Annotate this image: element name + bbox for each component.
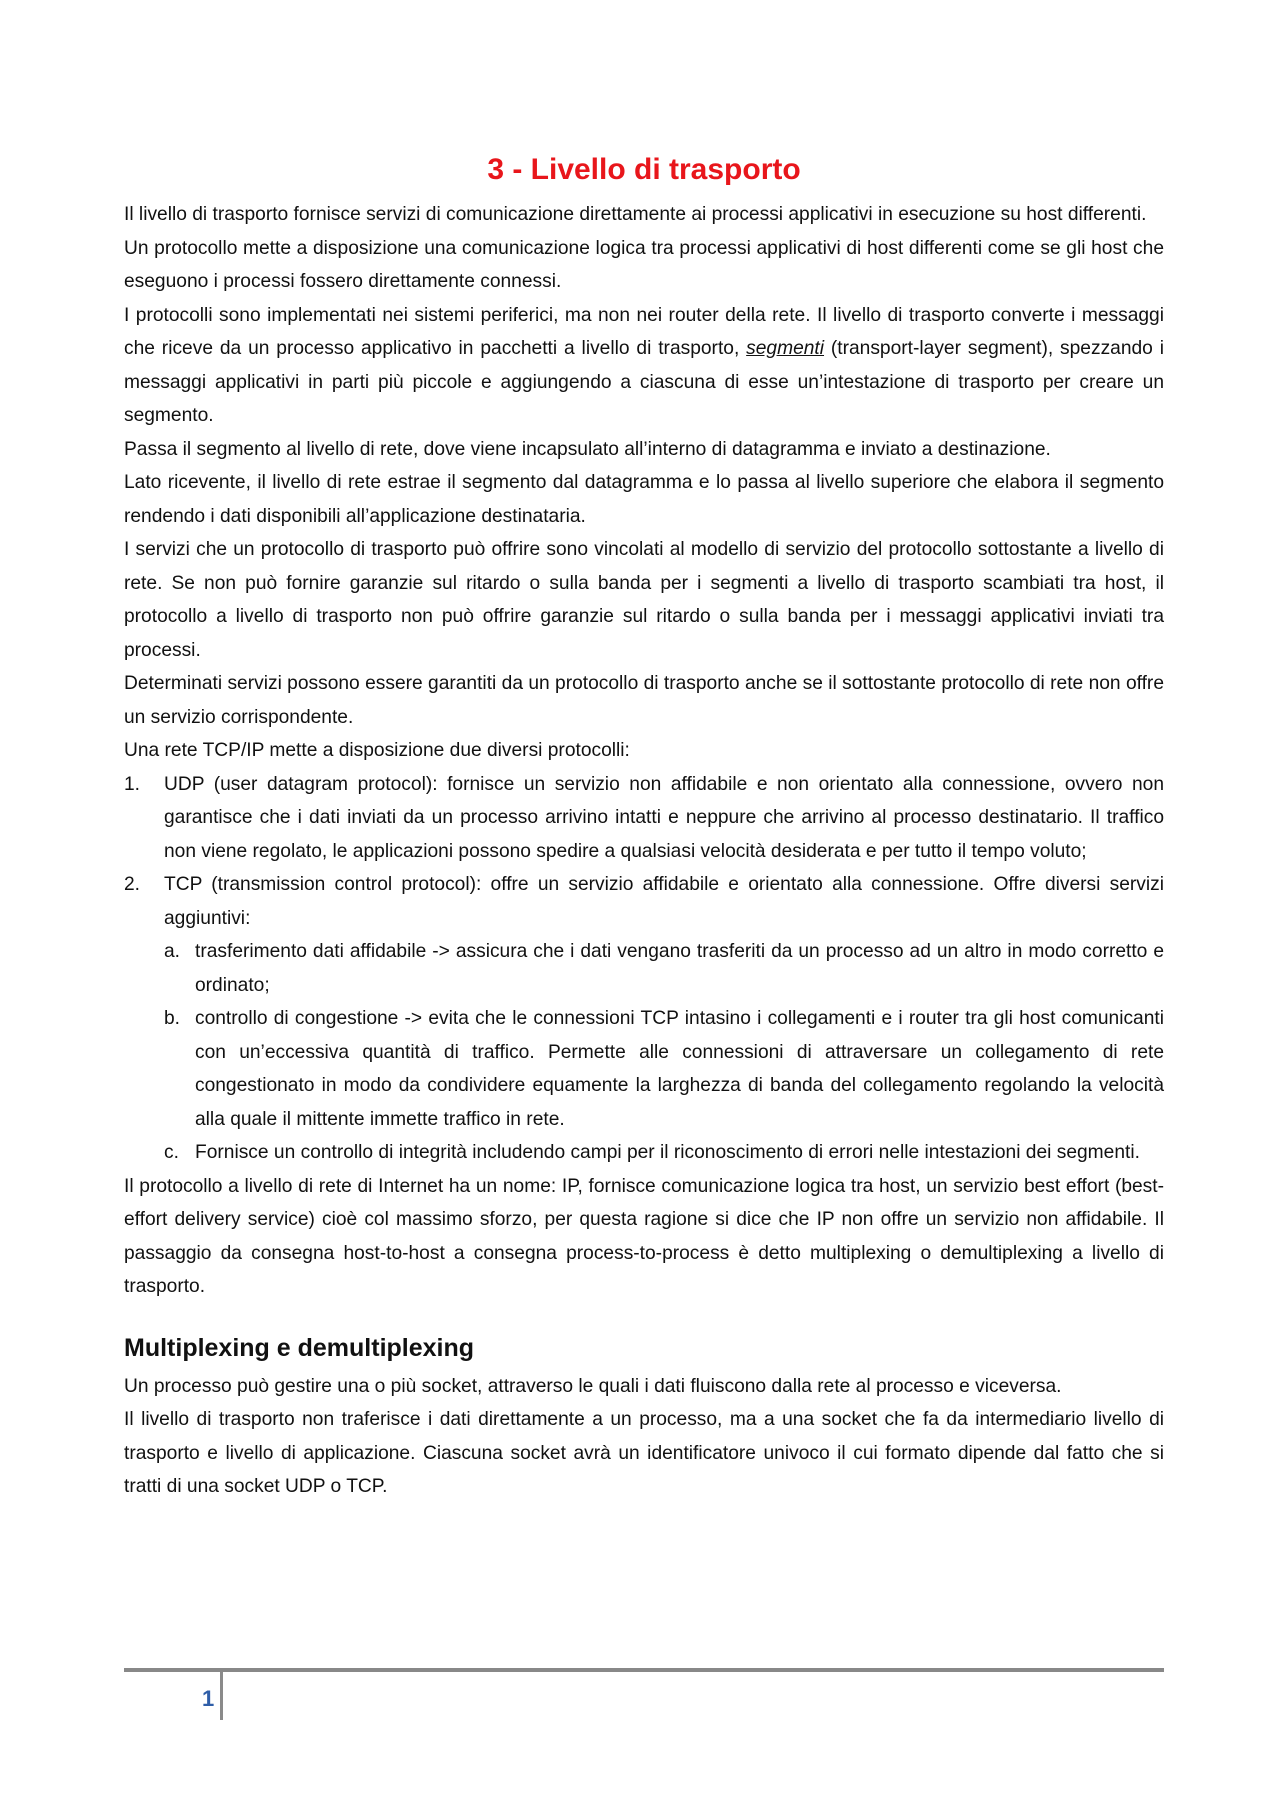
paragraph-text: (transport-layer segment), spezzando i messaggi applicativi in parti più piccole e aggiungendo a ciascuna di esse un’intestazione di trasporto per creare un segmento. <box>124 338 1164 426</box>
paragraph: Il livello di trasporto non traferisce i dati direttamente a un processo, ma a una socket che fa da intermediario livello di trasporto e livello di applicazione. Ciascuna socket avrà un identificatore univoco il cui formato dipende dal fatto che si tratti di una socket UDP o TCP. <box>124 1409 1164 1497</box>
page-title: 3 - Livello di trasporto <box>487 153 801 186</box>
list-marker: 1. <box>124 773 141 795</box>
paragraph: Il livello di trasporto fornisce servizi di comunicazione direttamente ai processi applicativi in esecuzione su host differenti. <box>124 204 1147 225</box>
paragraph-segments <box>124 299 1164 433</box>
list-item <box>124 768 1164 869</box>
tcp-services-list <box>164 935 1164 1170</box>
list-item <box>124 868 1164 1170</box>
footer-rule <box>124 1668 1164 1672</box>
sublist-item-text: trasferimento dati affidabile -> assicura che i dati vengano trasferiti da un processo ad un altro in modo corretto e ordinato; <box>195 941 1164 996</box>
term-segmenti: segmenti <box>746 338 825 359</box>
section-heading: Multiplexing e demultiplexing <box>124 1333 475 1362</box>
paragraph: Il protocollo a livello di rete di Internet ha un nome: IP, fornisce comunicazione logica tra host, un servizio best effort (best-effort delivery service) cioè col massimo sforzo, per questa ragione si dice che IP non offre un servizio non affidabile. Il passaggio da consegna host-to-host a consegna process-to-process è detto multiplexing o demultiplexing a livello di trasporto. <box>124 1175 1164 1297</box>
sublist-item <box>164 935 1164 1002</box>
list-item-text: UDP (user datagram protocol): fornisce un servizio non affidabile e non orientato alla connessione, ovvero non garantisce che i dati inviati da un processo arrivino intatti e neppure che arrivino al processo destinatario. Il traffico non viene regolato, le applicazioni possono spedire a qualsiasi velocità desiderata e per tutto il tempo voluto; <box>164 773 1164 862</box>
sublist-item <box>164 1002 1164 1136</box>
page-footer <box>124 1668 1164 1711</box>
sublist-marker: a. <box>164 941 181 962</box>
protocol-list <box>124 768 1164 1170</box>
sublist-item <box>164 1136 1164 1170</box>
list-marker: 2. <box>124 874 141 895</box>
paragraph: I servizi che un protocollo di trasporto può offrire sono vincolati al modello di servizio del protocollo sottostante a livello di rete. Se non può fornire garanzie sul ritardo o sulla banda per i segmenti a livello di trasporto scambiati tra host, il protocollo a livello di trasporto non può offrire garanzie sul ritardo o sulla banda per i messaggi applicativi inviati tra processi. <box>124 539 1164 661</box>
paragraph: Un processo può gestire una o più socket, attraverso le quali i dati fluiscono dalla rete al processo e viceversa. <box>124 1375 1062 1397</box>
sublist-item-text: Fornisce un controllo di integrità includendo campi per il riconoscimento di errori nelle intestazioni dei segmenti. <box>195 1142 1140 1163</box>
paragraph: Passa il segmento al livello di rete, dove viene incapsulato all’interno di datagramma e inviato a destinazione. <box>124 438 1051 460</box>
sublist-item-text: controllo di congestione -> evita che le connessioni TCP intasino i collegamenti e i router tra gli host comunicanti con un’eccessiva quantità di traffico. Permette alle connessioni di attraversare un collegamento di rete congestionato in modo da condividere equamente la larghezza di banda del collegamento regolando la velocità alla quale il mittente immette traffico in rete. <box>195 1008 1164 1130</box>
paragraph-text: I protocolli sono implementati nei sistemi periferici, ma non nei router della rete. Il livello di trasporto converte i messaggi che riceve da un processo applicativo in pacchetti a livello di trasporto, <box>124 304 1164 359</box>
paragraph: Lato ricevente, il livello di rete estrae il segmento dal datagramma e lo passa al livello superiore che elabora il segmento rendendo i dati disponibili all’applicazione destinataria. <box>124 472 1164 527</box>
sublist-marker: c. <box>164 1142 179 1163</box>
sublist-marker: b. <box>164 1008 181 1029</box>
document-page <box>124 150 1164 1504</box>
list-item-text: TCP (transmission control protocol): offre un servizio affidabile e orientato alla connessione. Offre diversi servizi aggiuntivi: <box>164 874 1164 929</box>
page-number: 1 <box>202 1686 215 1711</box>
paragraph: Determinati servizi possono essere garantiti da un protocollo di trasporto anche se il sottostante protocollo di rete non offre un servizio corrispondente. <box>124 673 1164 728</box>
paragraph: Una rete TCP/IP mette a disposizione due diversi protocolli: <box>124 740 630 761</box>
paragraph: Un protocollo mette a disposizione una comunicazione logica tra processi applicativi di host differenti come se gli host che eseguono i processi fossero direttamente connessi. <box>124 237 1164 292</box>
